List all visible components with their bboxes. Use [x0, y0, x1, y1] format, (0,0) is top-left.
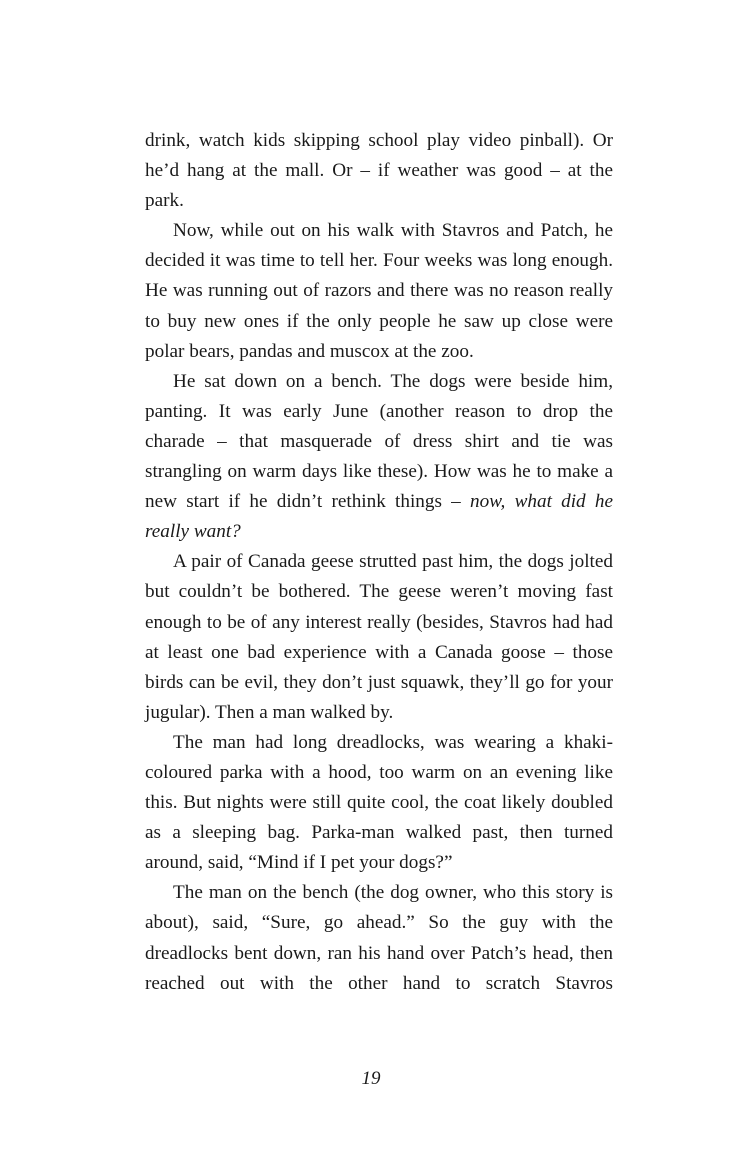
paragraph-2	[145, 216, 613, 366]
paragraph-1	[145, 126, 613, 216]
paragraph-4	[145, 547, 613, 728]
paragraph-3-text: He sat down on a bench. The dogs were beside him, panting. It was early June (another reason to drop the charade – that masquerade of dress shirt and tie was strangling on warm days like these). How was he to make a new start if he didn’t rethink things –	[145, 370, 613, 513]
paragraph-1-text: drink, watch kids skipping school play video pinball). Or he’d hang at the mall. Or – if weather was good – at the park.	[145, 130, 613, 212]
paragraph-3-italic-question: now, what did he really want?	[145, 491, 613, 543]
paragraph-6-text: The man on the bench (the dog owner, who this story is about), said, “Sure, go ahead.” So the guy with the dreadlocks bent down, ran his hand over Patch’s head, then reached out with the other hand to scratch Stavros	[145, 882, 613, 994]
paragraph-3	[145, 367, 613, 548]
paragraph-4-text: A pair of Canada geese strutted past him, the dogs jolted but couldn’t be bothered. The geese weren’t moving fast enough to be of any interest really (besides, Stavros had had at least one bad experience with a Canada goose – those birds can be evil, they don’t just squawk, they’ll go for your jugular). Then a man walked by.	[145, 551, 613, 723]
paragraph-6	[145, 878, 613, 998]
page-body	[145, 126, 613, 999]
page-number: 19	[361, 1068, 381, 1089]
paragraph-5	[145, 728, 613, 878]
paragraph-2-text: Now, while out on his walk with Stavros and Patch, he decided it was time to tell her. Four weeks was long enough. He was running out of razors and there was no reason really to buy new ones if the only people he saw up close were polar bears, pandas and muscox at the zoo.	[145, 220, 613, 362]
paragraph-5-text: The man had long dreadlocks, was wearing a khaki-coloured parka with a hood, too warm on an evening like this. But nights were still quite cool, the coat likely doubled as a sleeping bag. Parka-man walked past, then turned around, said, “Mind if I pet your dogs?”	[145, 731, 613, 874]
